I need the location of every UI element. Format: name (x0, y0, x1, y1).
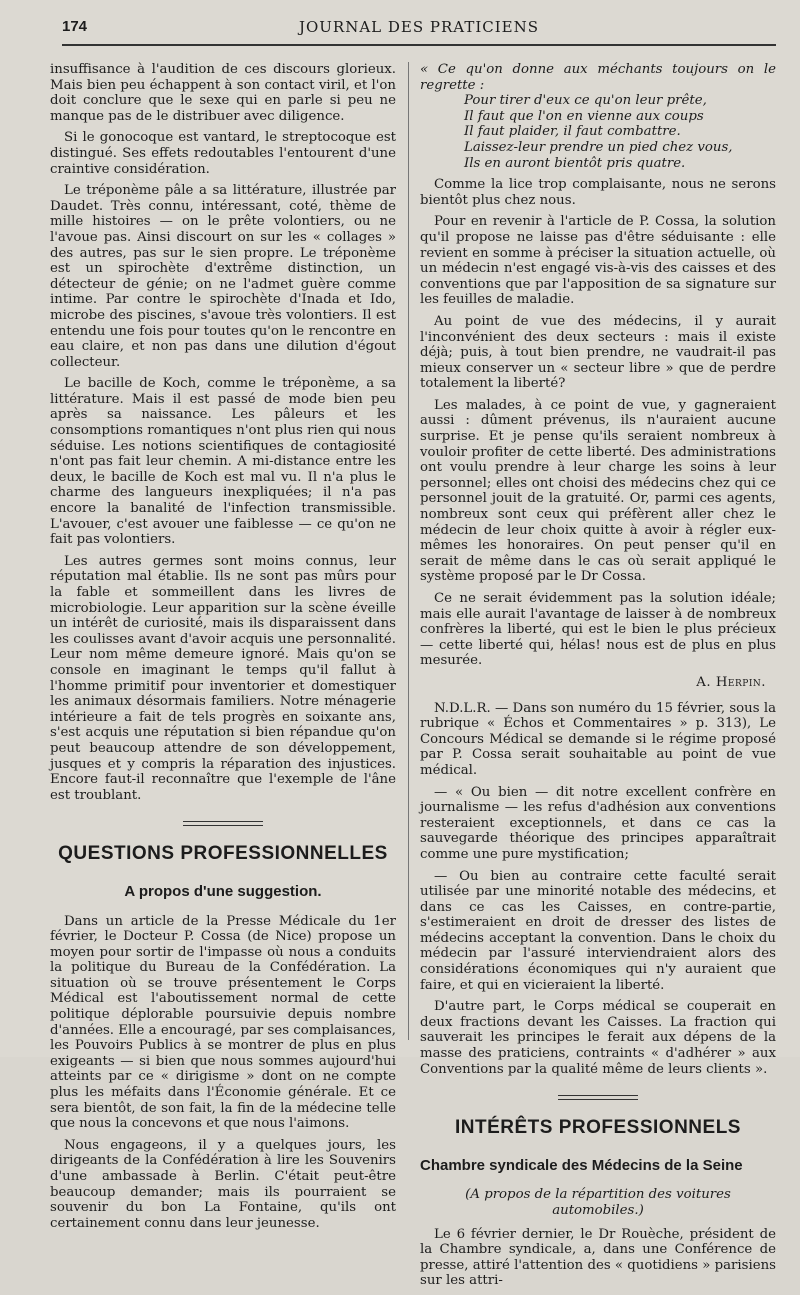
paragraph: N.D.L.R. — Dans son numéro du 15 février, sous la rubrique « Échos et Commentaires » p. 313), Le Concours Médical se demande si le régime proposé par P. Cossa serait souhaitable au point de vue médical. (420, 700, 776, 778)
paragraph: Au point de vue des médecins, il y aurait l'inconvénient des deux secteurs : mais il existe déjà; puis, à tout bien prendre, ne vaudrait-il pas mieux conserver un « secteur libre » que de perdre totalement la liberté? (420, 313, 776, 392)
article-title: A propos d'une suggestion. (124, 882, 322, 900)
paragraph: Le bacille de Koch, comme le tréponème, a sa littérature. Mais il est passé de mode bien peu après sa naissance. Les pâleurs et les consomptions romantiques n'ont plus rien qui nous séduise. Les notions scientifiques de contagiosité n'ont pas fait leur chemin. A mi-distance entre les deux, le bacille de Koch est mal vu. Il n'a plus le charme des langueurs inexpliquées; il n'a pas encore la banalité de l'infection transmissible. L'avouer, c'est avouer une faiblesse — ce qu'on ne fait pas volontiers. (50, 376, 396, 548)
poem-line: Il faut que l'on en vienne aux coups (464, 108, 704, 124)
paragraph: Dans un article de la Presse Médicale du 1er février, le Docteur P. Cossa (de Nice) propose un moyen pour sortir de l'impasse où nous a conduits la politique du Bureau de la Confédération. La situation où se trouve présentement le Corps Médical est l'aboutissement normal de cette politique déplorable poursuivie depuis nombre d'années. Elle a encouragé, par ses complaisances, les Pouvoirs Publics à se montrer de plus en plus exigeants — si bien que nous sommes aujourd'hui atteints par ce « dirigisme » dont on ne compte plus les méfaits dans l'Économie générale. Et ce sera bientôt, de son fait, la fin de la médecine telle que nous la concevons et que nous l'aimons. (50, 913, 396, 1132)
poem-line: Il faut plaider, il faut combattre. (464, 124, 681, 140)
paragraph: — « Ou bien — dit notre excellent confrère en journalisme — les refus d'adhésion aux conventions resteraient exceptionnels, et dans ce cas la sauvegarde théorique des principes apparaîtrait comme une pure mystification; (420, 784, 776, 862)
page-header (62, 14, 776, 46)
poem-quote (420, 62, 776, 171)
article-subtitle: (A propos de la répartition des voitures automobiles.) (465, 1187, 731, 1218)
right-column (420, 62, 776, 1295)
paragraph: insuffisance à l'audition de ces discours glorieux. Mais bien peu échappent à son contact viril, et l'on doit conclure que le sexe qui en parle si peu ne manque pas de le distribuer avec diligence. (50, 62, 396, 124)
left-column (50, 62, 396, 1237)
poem-line: Laissez-leur prendre un pied chez vous, (464, 139, 733, 155)
paragraph: D'autre part, le Corps médical se couperait en deux fractions devant les Caisses. La fraction qui sauverait les principes le ferait aux dépens de la masse des praticiens, contraints « d'adhérer » aux Conventions par la qualité même de leurs clients ». (420, 999, 776, 1077)
section-title: INTÉRÊTS PROFESSIONNELS (455, 1117, 741, 1139)
column-divider (408, 62, 409, 1040)
poem-line: Ils en auront bientôt pris quatre. (464, 155, 686, 171)
poem-line: Pour tirer d'eux ce qu'on leur prête, (464, 93, 707, 109)
paragraph: Comme la lice trop complaisante, nous ne serons bientôt plus chez nous. (420, 177, 776, 208)
poem-line: « Ce qu'on donne aux méchants toujours on le regrette : (420, 62, 776, 93)
paragraph: Le 6 février dernier, le Dr Rouèche, président de la Chambre syndicale, a, dans une Conférence de presse, attiré l'attention des « quotidiens » parisiens sur les attri- (420, 1226, 776, 1289)
author-signature: A. Herpin. (696, 674, 766, 690)
paragraph: Les autres germes sont moins connus, leur réputation mal établie. Ils ne sont pas mûrs pour la fable et sommeillent dans les livres de microbiologie. Leur apparition sur la scène éveille un intérêt de curiosité, mais ils disparaissent dans les coulisses avant d'avoir acquis une personnalité. Leur nom même demeure ignoré. Mais qu'on se console en imaginant le temps qu'il fallut à l'homme primitif pour inventorier et domestiquer les animaux désormais familiers. Notre ménagerie intérieure a fait de tels progrès en soixante ans, s'est acquis une réputation si bien répandue qu'on peut beaucoup attendre de son développement, jusques et y compris la réparation des injustices. Encore faut-il reconnaître que l'exemple de l'âne est troublant. (50, 553, 396, 803)
paragraph: Les malades, à ce point de vue, y gagneraient aussi : dûment prévenus, ils n'auraient aucune surprise. Et je pense qu'ils seraient nombreux à vouloir profiter de cette liberté. Des administrations ont voulu prendre à leur charge les soins à leur personnel; elles ont choisi des médecins chez qui ce personnel jouit de la gratuité. Or, parmi ces agents, nombreux sont ceux qui préfèrent aller chez le médecin de leur choix quitte à avoir à régler eux-mêmes les honoraires. On peut penser qu'il en serait de même dans le cas où serait appliqué le système proposé par le Dr Cossa. (420, 397, 776, 585)
paragraph: Pour en revenir à l'article de P. Cossa, la solution qu'il propose ne laisse pas d'être séduisante : elle revient en somme à préciser la situation actuelle, où un médecin n'est engagé vis-à-vis des caisses et des conventions que par l'apposition de sa signature sur les feuilles de maladie. (420, 214, 776, 308)
journal-title: JOURNAL DES PRATICIENS (298, 18, 540, 36)
paragraph: Si le gonocoque est vantard, le streptocoque est distingué. Ses effets redoutables l'entourent d'une craintive considération. (50, 130, 396, 177)
page-number: 174 (62, 18, 88, 35)
section-separator (558, 1095, 638, 1100)
article-title: Chambre syndicale des Médecins de la Seine (420, 1156, 743, 1174)
paragraph: Le tréponème pâle a sa littérature, illustrée par Daudet. Très connu, intéressant, coté, thème de mille histoires — on le prête volontiers, ou ne l'avoue pas. Ainsi discourt on sur les « collages » des autres, pas sur le sien propre. Le tréponème est un spirochète d'extrême distinction, un détecteur de génie; on ne l'admet guère comme intime. Par contre le spirochète d'Inada et Ido, microbe des piscines, s'avoue très volontiers. Il est entendu une fois pour toutes qu'on le rencontre en eau claire, et non pas dans une dilution d'égout collecteur. (50, 183, 396, 370)
paragraph: Nous engageons, il y a quelques jours, les dirigeants de la Confédération à lire les Souvenirs d'une ambassade à Berlin. C'était peut-être beaucoup demander; mais ils pourraient se souvenir du bon La Fontaine, qu'ils ont certainement connu dans leur jeunesse. (50, 1137, 396, 1231)
section-separator (183, 821, 263, 826)
paragraph: Ce ne serait évidemment pas la solution idéale; mais elle aurait l'avantage de laisser à de nombreux confrères la liberté, qui est le bien le plus précieux — cette liberté qui, hélas! nous est de plus en plus mesurée. (420, 591, 776, 669)
section-title: QUESTIONS PROFESSIONNELLES (58, 843, 388, 865)
paragraph: — Ou bien au contraire cette faculté serait utilisée par une minorité notable des médecins, et dans ce cas les Caisses, en contre-partie, s'estimeraient en droit de dresser des listes de médecins acceptant la convention. Dans le choix du médecin par l'assuré interviendraient alors des considérations économiques qui n'y auraient que faire, et qui en vicieraient la liberté. (420, 868, 776, 993)
